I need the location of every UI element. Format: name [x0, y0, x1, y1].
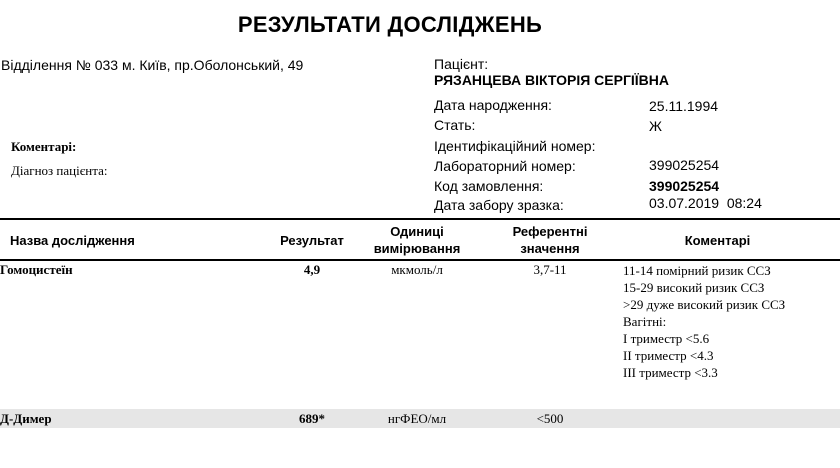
col-header-units-line1: Одиниці	[390, 224, 444, 239]
sample-date-value: 03.07.2019 08:24	[649, 195, 762, 211]
col-header-units-line2: вимірювання	[373, 241, 461, 256]
sample-date-label: Дата забору зразка:	[434, 197, 564, 213]
test-units: мкмоль/л	[391, 262, 443, 277]
test-name: Гомоцистеїн	[0, 262, 73, 277]
col-header-reference-line1: Референтні	[512, 224, 588, 239]
table-header-rule	[0, 259, 840, 261]
diagnosis-label: Діагноз пацієнта:	[11, 163, 108, 178]
id-number-label: Ідентифікаційний номер:	[434, 138, 596, 154]
patient-label: Пацієнт:	[434, 56, 489, 72]
birth-date-label: Дата народження:	[434, 97, 552, 113]
page-title: РЕЗУЛЬТАТИ ДОСЛІДЖЕНЬ	[237, 12, 543, 37]
test-reference: 3,7-11	[533, 262, 567, 277]
comment-line: III триместр <3.3	[623, 365, 718, 380]
comment-line: Вагітні:	[623, 314, 667, 329]
test-result: 689*	[299, 411, 325, 426]
comments-label: Коментарі:	[11, 139, 77, 154]
test-result: 4,9	[303, 262, 321, 277]
col-header-reference	[495, 223, 605, 257]
col-header-comments: Коментарі	[684, 233, 751, 248]
order-code-label: Код замовлення:	[434, 178, 544, 194]
department-address: Відділення № 033 м. Київ, пр.Оболонський, 49	[1, 57, 304, 73]
comment-line: 11-14 помірний ризик ССЗ	[623, 263, 771, 278]
order-code-value: 399025254	[649, 178, 720, 194]
test-units: нгФЕО/мл	[387, 411, 447, 426]
table-top-rule	[0, 218, 840, 220]
test-reference: <500	[536, 411, 564, 426]
col-header-result: Результат	[280, 233, 344, 248]
comment-line: I триместр <5.6	[623, 331, 710, 346]
lab-number-value: 399025254	[649, 157, 720, 173]
test-name: Д-Димер	[0, 411, 52, 426]
comment-line: 15-29 високий ризик ССЗ	[623, 280, 765, 295]
patient-name: РЯЗАНЦЕВА ВІКТОРІЯ СЕРГІЇВНА	[434, 72, 669, 88]
sex-value: Ж	[649, 118, 662, 134]
comment-line: II триместр <4.3	[623, 348, 714, 363]
comment-line: >29 дуже високий ризик ССЗ	[623, 297, 786, 312]
col-header-name: Назва дослідження	[10, 233, 135, 248]
col-header-reference-line2: значення	[520, 241, 580, 256]
lab-number-label: Лабораторний номер:	[434, 158, 576, 174]
col-header-units	[362, 223, 472, 257]
birth-date-value: 25.11.1994	[649, 98, 719, 114]
test-comments	[623, 262, 785, 381]
sex-label: Стать:	[434, 117, 476, 133]
